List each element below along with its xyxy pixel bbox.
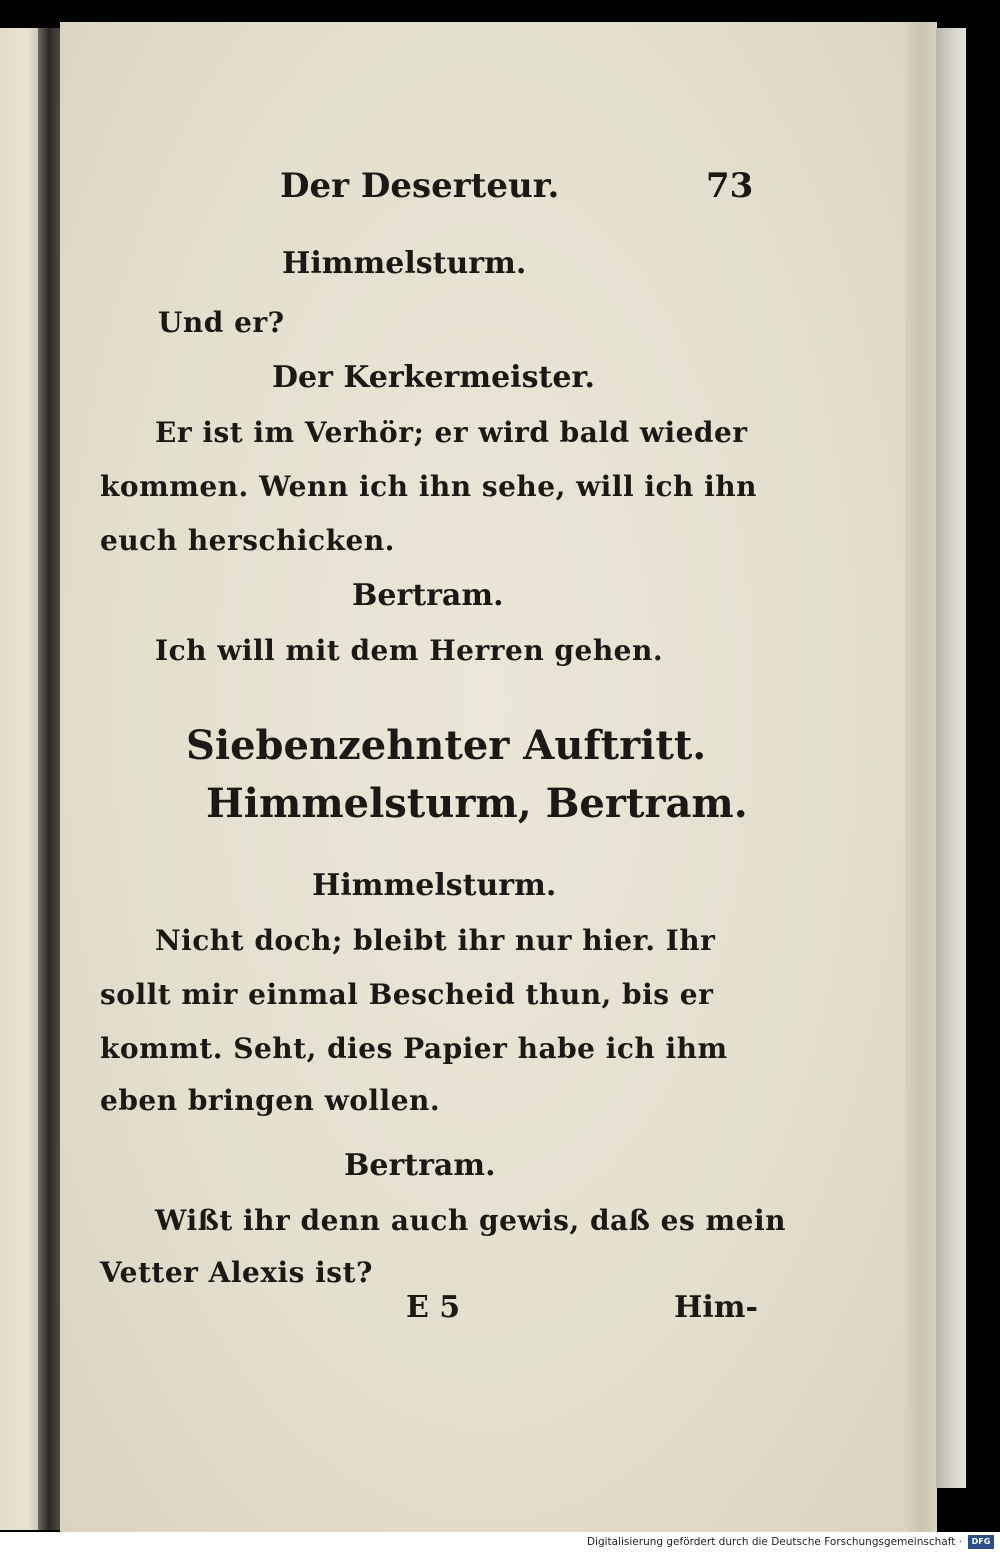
page-edge (905, 22, 937, 1532)
catchword: Him- (674, 1290, 758, 1325)
digitization-credit: Digitalisierung gefördert durch die Deutsche Forschungsgemeinschaft · (586, 1536, 962, 1548)
page-edge-outer (936, 28, 966, 1488)
text-line: kommen. Wenn ich ihn sehe, will ich ihn (100, 470, 757, 503)
text-line: Nicht doch; bleibt ihr nur hier. Ihr (155, 924, 716, 957)
text-line: Er ist im Verhör; er wird bald wieder (155, 416, 748, 449)
speaker-label: Der Kerkermeister. (272, 360, 595, 395)
scene-heading: Siebenzehnter Auftritt. (186, 722, 707, 769)
running-title: Der Deserteur. (280, 166, 560, 206)
scene-cast: Himmelsturm, Bertram. (206, 780, 748, 827)
book-gutter (38, 28, 62, 1530)
text-line: Ich will mit dem Herren gehen. (155, 634, 664, 667)
text-line: sollt mir einmal Bescheid thun, bis er (100, 978, 714, 1011)
text-line: Wißt ihr denn auch gewis, daß es mein (155, 1204, 786, 1237)
speaker-label: Himmelsturm. (282, 246, 527, 281)
speaker-label: Himmelsturm. (312, 868, 557, 903)
text-line: Vetter Alexis ist? (100, 1256, 373, 1289)
text-line: kommt. Seht, dies Papier habe ich ihm (100, 1032, 728, 1065)
text-line: eben bringen wollen. (100, 1084, 441, 1117)
signature-mark: E 5 (406, 1290, 461, 1325)
speaker-label: Bertram. (352, 578, 504, 613)
text-line: euch herschicken. (100, 524, 395, 557)
left-page-strip (0, 28, 40, 1530)
page-number: 73 (706, 166, 754, 206)
dfg-logo-icon: DFG (968, 1535, 994, 1549)
text-line: Und er? (158, 306, 285, 339)
speaker-label: Bertram. (344, 1148, 496, 1183)
